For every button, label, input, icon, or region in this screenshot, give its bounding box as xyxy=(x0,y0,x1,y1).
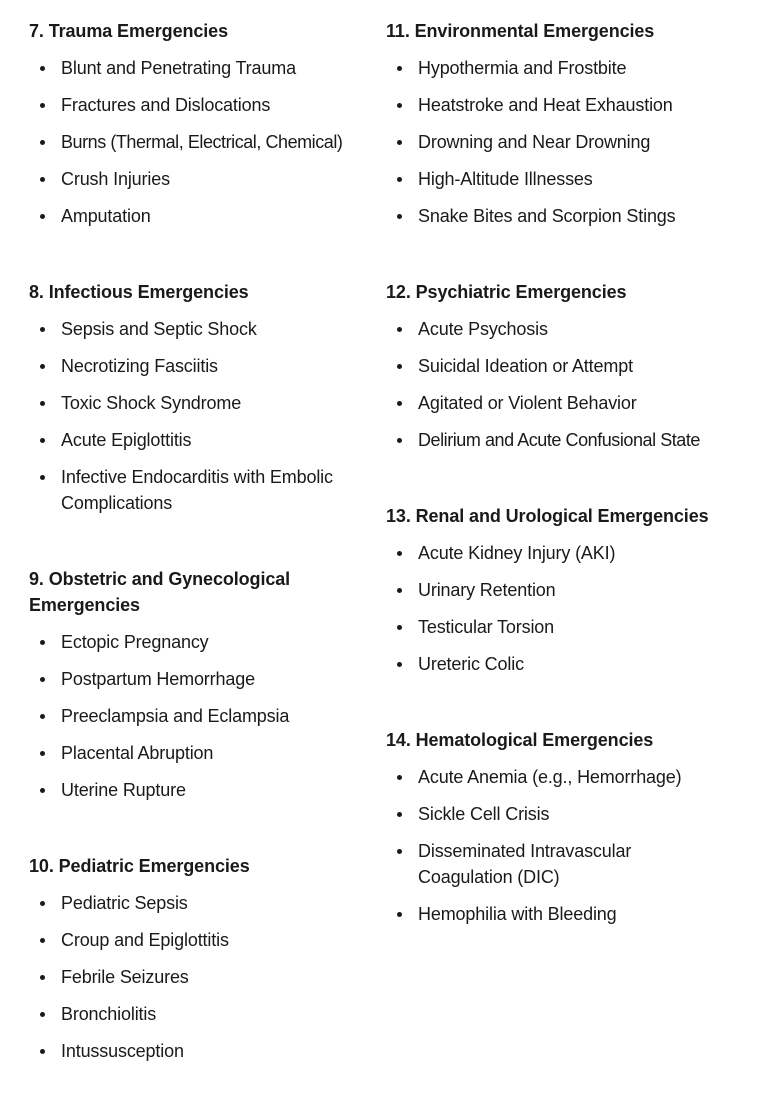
list-item: Crush Injuries xyxy=(29,166,381,192)
list-item: Pediatric Sepsis xyxy=(29,890,381,916)
bullet-icon xyxy=(397,588,402,593)
item-list xyxy=(29,629,381,803)
list-item: Uterine Rupture xyxy=(29,777,381,803)
list-item: Suicidal Ideation or Attempt xyxy=(386,353,758,379)
bullet-icon xyxy=(40,327,45,332)
bullet-icon xyxy=(397,775,402,780)
bullet-icon xyxy=(40,364,45,369)
list-item: Acute Psychosis xyxy=(386,316,758,342)
bullet-icon xyxy=(397,849,402,854)
section-hematological xyxy=(386,727,758,927)
item-list xyxy=(386,55,758,229)
section-pediatric xyxy=(29,853,381,1064)
bullet-icon xyxy=(40,938,45,943)
section-heading: 11. Environmental Emergencies xyxy=(386,21,655,41)
list-item: Agitated or Violent Behavior xyxy=(386,390,758,416)
bullet-icon xyxy=(397,551,402,556)
list-item: Sickle Cell Crisis xyxy=(386,801,758,827)
bullet-icon xyxy=(397,912,402,917)
bullet-icon xyxy=(397,625,402,630)
bullet-icon xyxy=(40,714,45,719)
list-item: Fractures and Dislocations xyxy=(29,92,381,118)
bullet-icon xyxy=(40,401,45,406)
section-psychiatric xyxy=(386,279,758,453)
list-item: Preeclampsia and Eclampsia xyxy=(29,703,381,729)
bullet-icon xyxy=(40,640,45,645)
list-item: Infective Endocarditis with Embolic Complications xyxy=(29,464,381,516)
section-environmental xyxy=(386,18,758,229)
section-renal xyxy=(386,503,758,677)
item-list xyxy=(29,316,381,516)
section-heading: 9. Obstetric and Gynecological Emergencies xyxy=(29,569,291,615)
bullet-icon xyxy=(397,662,402,667)
list-item: Testicular Torsion xyxy=(386,614,758,640)
list-item: Drowning and Near Drowning xyxy=(386,129,758,155)
list-item: Blunt and Penetrating Trauma xyxy=(29,55,381,81)
section-heading: 8. Infectious Emergencies xyxy=(29,282,249,302)
left-column xyxy=(29,18,381,1114)
list-item: Acute Anemia (e.g., Hemorrhage) xyxy=(386,764,758,790)
list-item: Amputation xyxy=(29,203,381,229)
bullet-icon xyxy=(397,364,402,369)
section-heading: 7. Trauma Emergencies xyxy=(29,21,229,41)
bullet-icon xyxy=(40,677,45,682)
list-item: Febrile Seizures xyxy=(29,964,381,990)
list-item: Acute Kidney Injury (AKI) xyxy=(386,540,758,566)
list-item: Acute Epiglottitis xyxy=(29,427,381,453)
list-item: Ectopic Pregnancy xyxy=(29,629,381,655)
bullet-icon xyxy=(40,214,45,219)
bullet-icon xyxy=(397,401,402,406)
list-item: High-Altitude Illnesses xyxy=(386,166,758,192)
item-list xyxy=(386,764,758,927)
list-item: Heatstroke and Heat Exhaustion xyxy=(386,92,758,118)
list-item: Ureteric Colic xyxy=(386,651,758,677)
bullet-icon xyxy=(40,475,45,480)
bullet-icon xyxy=(40,975,45,980)
bullet-icon xyxy=(397,214,402,219)
list-item: Intussusception xyxy=(29,1038,381,1064)
list-item: Disseminated Intravascular Coagulation (DIC) xyxy=(386,838,758,890)
bullet-icon xyxy=(40,1049,45,1054)
list-item: Croup and Epiglottitis xyxy=(29,927,381,953)
bullet-icon xyxy=(397,177,402,182)
bullet-icon xyxy=(40,66,45,71)
right-column xyxy=(386,18,758,977)
list-item: Burns (Thermal, Electrical, Chemical) xyxy=(29,129,381,155)
bullet-icon xyxy=(397,66,402,71)
list-item: Hemophilia with Bleeding xyxy=(386,901,758,927)
list-item: Sepsis and Septic Shock xyxy=(29,316,381,342)
bullet-icon xyxy=(397,812,402,817)
list-item: Snake Bites and Scorpion Stings xyxy=(386,203,758,229)
list-item: Placental Abruption xyxy=(29,740,381,766)
list-item: Necrotizing Fasciitis xyxy=(29,353,381,379)
bullet-icon xyxy=(397,103,402,108)
bullet-icon xyxy=(40,140,45,145)
item-list xyxy=(29,890,381,1064)
bullet-icon xyxy=(397,327,402,332)
bullet-icon xyxy=(397,140,402,145)
list-item: Toxic Shock Syndrome xyxy=(29,390,381,416)
section-infectious xyxy=(29,279,381,516)
section-trauma xyxy=(29,18,381,229)
item-list xyxy=(386,540,758,677)
bullet-icon xyxy=(40,103,45,108)
bullet-icon xyxy=(40,438,45,443)
item-list xyxy=(386,316,758,453)
section-heading: 14. Hematological Emergencies xyxy=(386,730,654,750)
section-heading: 13. Renal and Urological Emergencies xyxy=(386,506,709,526)
section-heading: 12. Psychiatric Emergencies xyxy=(386,282,627,302)
list-item: Delirium and Acute Confusional State xyxy=(386,427,758,453)
bullet-icon xyxy=(40,1012,45,1017)
list-item: Bronchiolitis xyxy=(29,1001,381,1027)
section-obstetric xyxy=(29,566,381,803)
list-item: Urinary Retention xyxy=(386,577,758,603)
bullet-icon xyxy=(40,788,45,793)
section-heading: 10. Pediatric Emergencies xyxy=(29,856,250,876)
list-item: Postpartum Hemorrhage xyxy=(29,666,381,692)
bullet-icon xyxy=(40,177,45,182)
bullet-icon xyxy=(397,438,402,443)
item-list xyxy=(29,55,381,229)
bullet-icon xyxy=(40,751,45,756)
list-item: Hypothermia and Frostbite xyxy=(386,55,758,81)
bullet-icon xyxy=(40,901,45,906)
